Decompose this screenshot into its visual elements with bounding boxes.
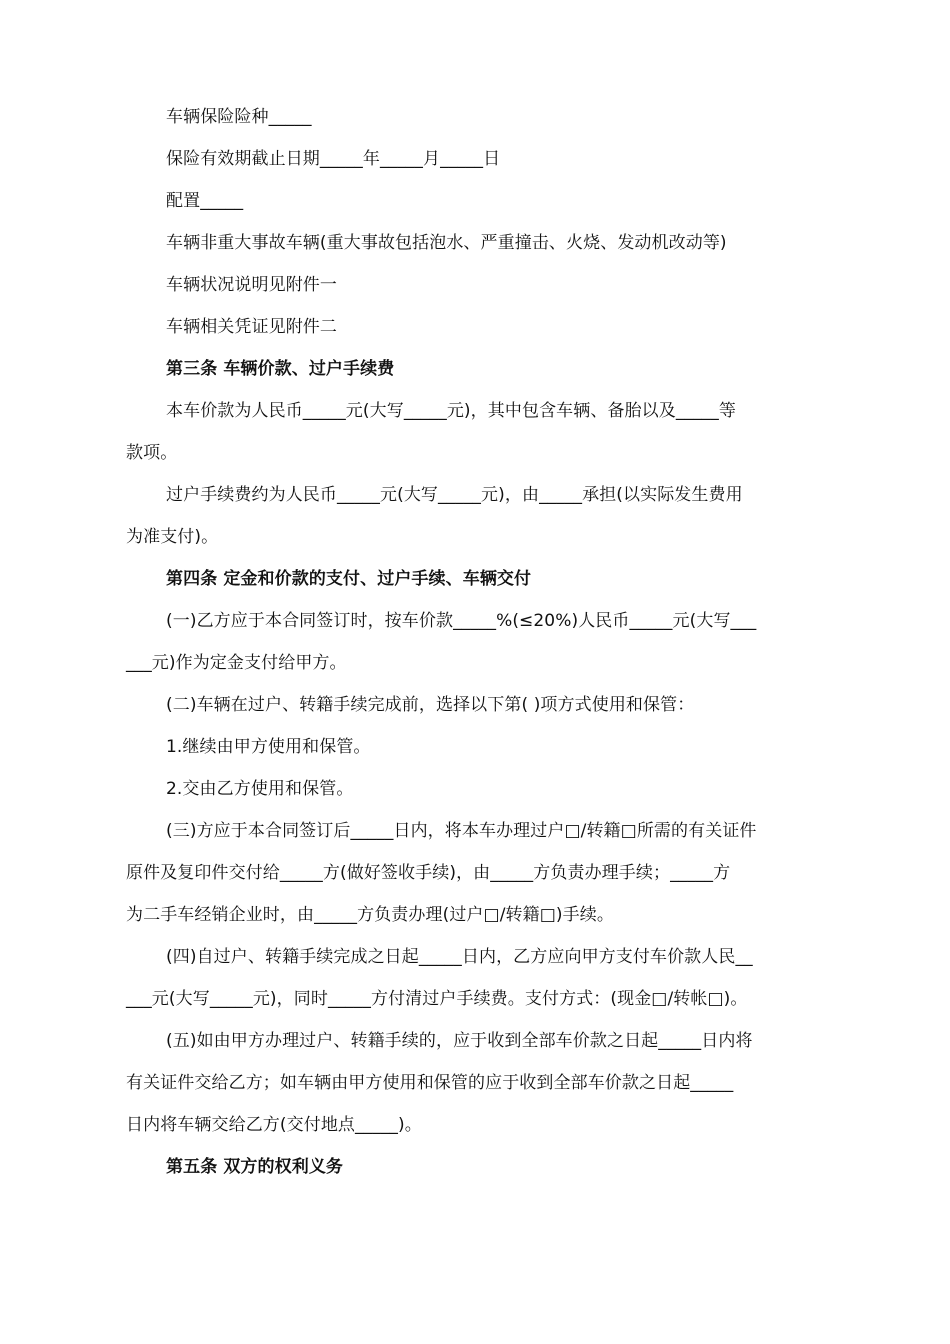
vehicle-documents-line: 车辆相关凭证见附件二 — [166, 317, 337, 337]
article-four-heading: 第四条 定金和价款的支付、过户手续、车辆交付 — [166, 569, 532, 589]
handover-paragraph-line-1: (五)如由甲方办理过户、转籍手续的，应于收到全部车价款之日起_____日内将 — [166, 1031, 753, 1051]
option-two-line: 2.交由乙方使用和保管。 — [166, 779, 354, 799]
deposit-paragraph-line-1: (一)乙方应于本合同签订时，按车价款_____%(≤20%)人民币_____元(大写___ — [166, 611, 757, 631]
article-three-heading: 第三条 车辆价款、过户手续费 — [166, 359, 395, 379]
contract-text-body — [126, 96, 828, 1188]
documents-delivery-line-3: 为二手车经销企业时，由_____方负责办理(过户□/转籍□)手续。 — [126, 905, 614, 925]
insurance-type-line: 车辆保险险种_____ — [166, 107, 312, 127]
documents-delivery-line-2: 原件及复印件交付给_____方(做好签收手续)，由_____方负责办理手续；_____方 — [126, 863, 731, 883]
handover-paragraph-line-3: 日内将车辆交给乙方(交付地点_____)。 — [126, 1115, 422, 1135]
payment-paragraph-line-2: ___元(大写_____元)，同时_____方付清过户手续费。支付方式：(现金□/转帐□)。 — [126, 989, 748, 1009]
documents-delivery-line-1: (三)方应于本合同签订后_____日内，将本车办理过户□/转籍□所需的有关证件 — [166, 821, 757, 841]
insurance-expiry-line: 保险有效期截止日期_____年_____月_____日 — [166, 149, 501, 169]
transfer-fee-line-2: 为准支付)。 — [126, 527, 219, 547]
deposit-paragraph-line-2: ___元)作为定金支付给甲方。 — [126, 653, 347, 673]
price-paragraph-line-1: 本车价款为人民币_____元(大写_____元)，其中包含车辆、备胎以及_____等 — [166, 401, 736, 421]
transfer-fee-line-1: 过户手续费约为人民币_____元(大写_____元)，由_____承担(以实际发生费用 — [166, 485, 743, 505]
payment-paragraph-line-1: (四)自过户、转籍手续完成之日起_____日内，乙方应向甲方支付车价款人民__ — [166, 947, 753, 967]
non-major-accident-line: 车辆非重大事故车辆(重大事故包括泡水、严重撞击、火烧、发动机改动等) — [166, 233, 727, 253]
vehicle-condition-line: 车辆状况说明见附件一 — [166, 275, 337, 295]
option-one-line: 1.继续由甲方使用和保管。 — [166, 737, 371, 757]
configuration-line: 配置_____ — [166, 191, 244, 211]
use-custody-option-line: (二)车辆在过户、转籍手续完成前，选择以下第( )项方式使用和保管： — [166, 695, 695, 715]
article-five-heading: 第五条 双方的权利义务 — [166, 1157, 344, 1177]
handover-paragraph-line-2: 有关证件交给乙方；如车辆由甲方使用和保管的应于收到全部车价款之日起_____ — [126, 1073, 734, 1093]
price-paragraph-line-2: 款项。 — [126, 443, 178, 463]
